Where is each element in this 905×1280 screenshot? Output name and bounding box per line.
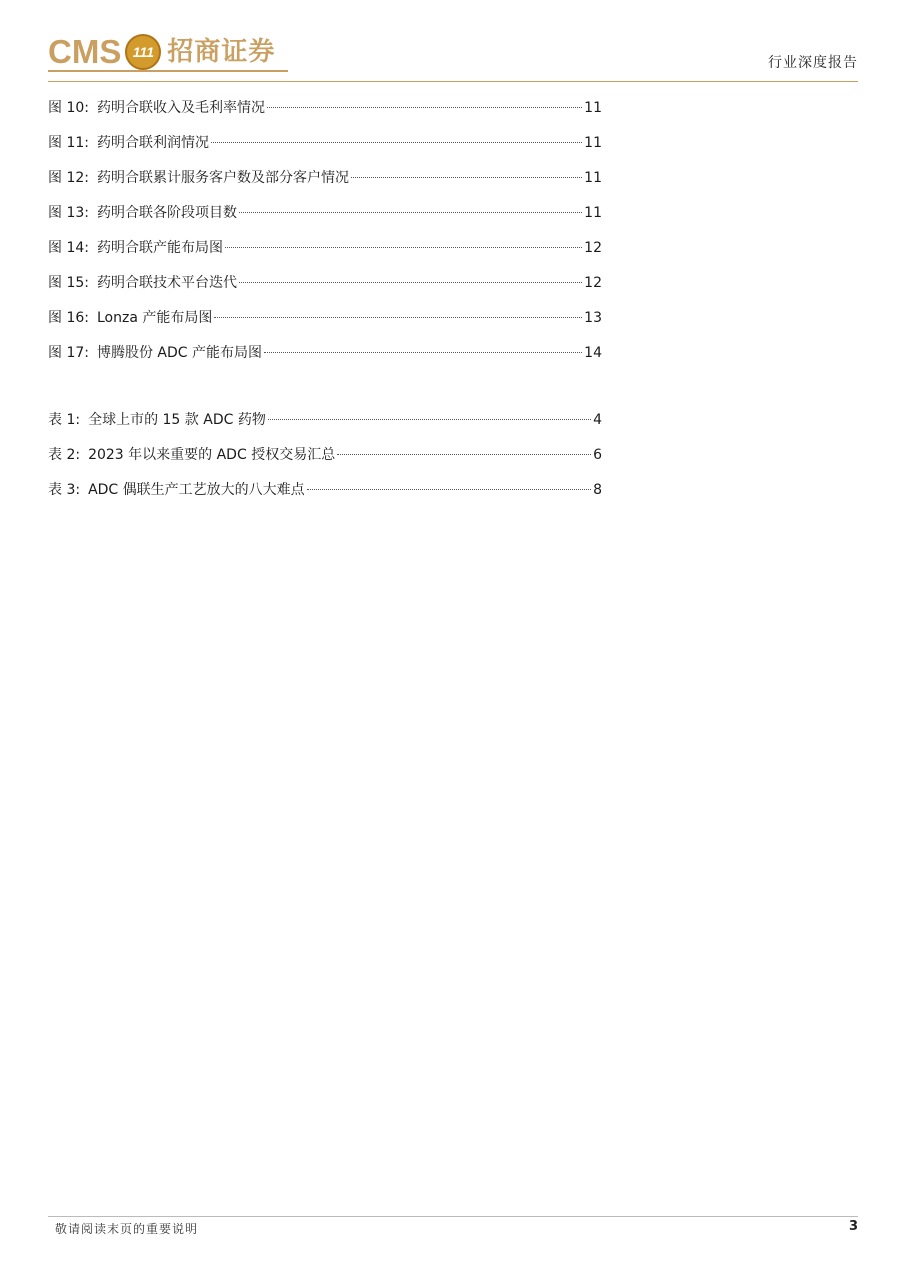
toc-row[interactable] [48,97,602,119]
header-divider [48,81,858,82]
toc-title: 博腾股份 ADC 产能布局图 [96,345,263,361]
toc-page: 8 [593,482,602,498]
toc-leader [211,142,582,143]
page-header [48,30,858,82]
toc-page: 4 [593,412,602,428]
toc-label: 图 14: [48,240,89,256]
toc-title: 药明合联技术平台迭代 [96,275,237,291]
toc-leader [239,212,582,213]
logo-cms-text: CMS [48,33,122,70]
logo-cn-text: 招商证券 [167,37,276,67]
toc-title: 全球上市的 15 款 ADC 药物 [88,412,266,428]
toc-leader [268,419,591,420]
logo-emblem-icon [125,34,161,70]
toc-page: 13 [584,310,602,326]
report-type: 行业深度报告 [768,55,858,71]
toc-label: 表 3: [48,482,81,498]
toc-row[interactable] [48,342,602,364]
toc-leader [337,454,591,455]
toc-leader [307,489,591,490]
toc-label: 图 13: [48,205,89,221]
toc-leader [351,177,582,178]
toc-title: 药明合联利润情况 [96,135,209,151]
toc-title: 药明合联累计服务客户数及部分客户情况 [96,170,349,186]
toc-page: 11 [584,205,602,221]
toc-row[interactable] [48,167,602,189]
toc-label: 表 1: [48,412,81,428]
toc-leader [214,317,582,318]
toc-leader [225,247,582,248]
toc-label: 图 15: [48,275,89,291]
toc-label: 图 17: [48,345,89,361]
toc-row[interactable] [48,479,602,501]
toc-row[interactable] [48,202,602,224]
logo-emblem-text: 111 [132,44,154,60]
toc-leader [267,107,582,108]
toc-leader [264,352,582,353]
toc-row[interactable] [48,409,602,431]
footer-divider [48,1216,858,1217]
cms-logo [48,32,275,72]
toc-label: 图 11: [48,135,89,151]
toc-title: 药明合联各阶段项目数 [96,205,237,221]
toc-title: 药明合联收入及毛利率情况 [96,100,265,116]
toc-title: 药明合联产能布局图 [96,240,223,256]
toc-row[interactable] [48,132,602,154]
toc-row[interactable] [48,272,602,294]
toc-label: 表 2: [48,447,81,463]
toc-title: Lonza 产能布局图 [96,310,213,326]
logo-underline [48,70,288,72]
toc-row[interactable] [48,307,602,329]
toc-page: 11 [584,135,602,151]
toc-leader [239,282,582,283]
toc-page: 11 [584,100,602,116]
toc-label: 图 10: [48,100,89,116]
page-number: 3 [848,1219,858,1234]
toc-title: ADC 偶联生产工艺放大的八大难点 [88,482,305,498]
toc-title: 2023 年以来重要的 ADC 授权交易汇总 [88,447,336,463]
toc-row[interactable] [48,237,602,259]
toc-page: 11 [584,170,602,186]
toc-row[interactable] [48,444,602,466]
toc-label: 图 16: [48,310,89,326]
toc-page: 6 [593,447,602,463]
footer-disclaimer-note: 敬请阅读末页的重要说明 [55,1222,199,1236]
toc-page: 12 [584,240,602,256]
toc-label: 图 12: [48,170,89,186]
toc-page: 14 [584,345,602,361]
toc-page: 12 [584,275,602,291]
